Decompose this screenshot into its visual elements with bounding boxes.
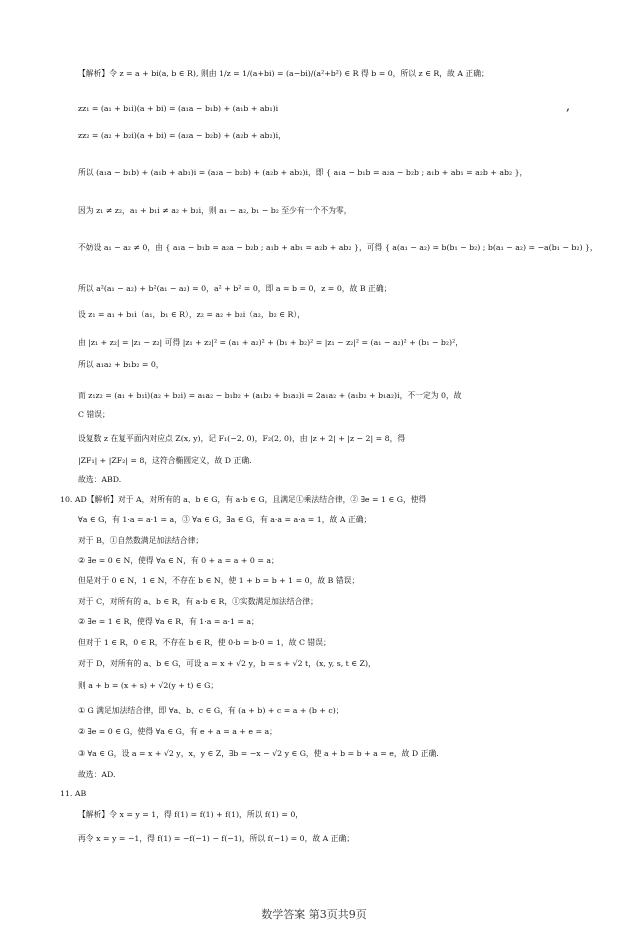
text-line: 所以 a²(a₁ − a₂) + b²(a₁ − a₂) = 0，a² + b² = 0，即 a = b = 0，z = 0，故 B 正确； xyxy=(78,284,392,293)
text-line: 所以 a₁a₂ + b₁b₂ = 0， xyxy=(78,360,164,369)
text-line: 故选：ABD. xyxy=(78,475,122,484)
text-line: ② ∃e = 1 ∈ R，使得 ∀a ∈ R，有 1·a = a·1 = a； xyxy=(78,617,259,626)
text-line: 因为 z₁ ≠ z₂，a₁ + b₁i ≠ a₂ + b₂i，则 a₁ − a₂, b₁ − b₂ 至少有一个不为零， xyxy=(78,206,352,215)
text-line: ∀a ∈ G，有 1·a = a·1 = a，③ ∀a ∈ G，∃a ∈ G，有 a·a = a·a = 1，故 A 正确； xyxy=(78,515,372,524)
page-footer: 数学答案 第3页共9页 xyxy=(261,908,367,921)
question-10-header: 10. AD【解析】对于 A，对所有的 a、b ∈ G，有 a·b ∈ G，且满足①乘法结合律，② ∃e = 1 ∈ G，使得 xyxy=(60,495,427,504)
text-line: 对于 D，对所有的 a、b ∈ G，可设 a = x + √2 y，b = s + √2 t，(x, y, s, t ∈ Z)， xyxy=(78,659,376,668)
text-line: ① G 满足加法结合律，即 ∀a、b、c ∈ G，有 (a + b) + c = a + (b + c)； xyxy=(78,706,344,715)
text-line: 故选：AD. xyxy=(78,770,116,779)
text-line: ② ∃e = 0 ∈ G，使得 ∀a ∈ G，有 e + a = a + e = a； xyxy=(78,727,277,736)
text-line: 由 |z₁ + z₂| = |z₁ − z₂| 可得 |z₁ + z₂|² = (a₁ + a₂)² + (b₁ + b₂)² = |z₁ − z₂|² = (a₁ − a₂)² + (b₁ − b₂)²， xyxy=(78,338,464,347)
text-line: 设 z₁ = a₁ + b₁i（a₁，b₁ ∈ R），z₂ = a₂ + b₂i（a₂，b₂ ∈ R）， xyxy=(78,310,306,319)
text-line: 不妨设 a₁ − a₂ ≠ 0，由 { a₁a − b₁b = a₂a − b₂b ; a₁b + ab₁ = a₂b + ab₂ }，可得 { a(a₁ − a₂) = b(b₁ − b₂) ; b(a₁ − a₂) = −a(b₁ − b₂) }， xyxy=(78,243,598,252)
text-line: 再令 x = y = −1，得 f(1) = −f(−1) − f(−1)，所以 f(−1) = 0，故 A 正确； xyxy=(78,834,355,843)
text-line: 设复数 z 在复平面内对应点 Z(x, y)，记 F₁(−2, 0)，F₂(2, 0)，由 |z + 2| + |z − 2| = 8，得 xyxy=(78,434,406,443)
text-line: 则 a + b = (x + s) + √2(y + t) ∈ G； xyxy=(78,681,219,690)
text-line: zz₁ = (a₁ + b₁i)(a + bi) = (a₁a − b₁b) + (a₁b + ab₁)i xyxy=(78,104,279,113)
text-line: 但对于 1 ∈ R，0 ∈ R，不存在 b ∈ R，使 0·b = b·0 = 1，故 C 错误； xyxy=(78,638,331,647)
text-line: ③ ∀a ∈ G，设 a = x + √2 y，x，y ∈ Z，∃b = −x − √2 y ∈ G，使 a + b = b + a = e，故 D 正确. xyxy=(78,749,439,758)
text-line: 对于 B，①自然数满足加法结合律； xyxy=(78,536,204,545)
text-line: 而 z₁z₂ = (a₁ + b₁i)(a₂ + b₂i) = a₁a₂ − b₁b₂ + (a₁b₂ + b₁a₂)i = 2a₁a₂ + (a₁b₂ + b₁a₂)i，不一定为 0，故 xyxy=(78,391,462,400)
question-11-header: 11. AB xyxy=(60,789,87,798)
text-line: C 错误； xyxy=(78,410,110,419)
text-line: 所以 (a₁a − b₁b) + (a₁b + ab₁)i = (a₂a − b₂b) + (a₂b + ab₂)i，即 { a₁a − b₁b = a₂a − b₂b ; a₁b + ab₁ = a₂b + ab₂ }， xyxy=(78,168,528,177)
text-line: ② ∃e = 0 ∈ N，使得 ∀a ∈ N，有 0 + a = a + 0 = a； xyxy=(78,556,279,565)
text-line: 但是对于 0 ∈ N，1 ∈ N，不存在 b ∈ N，使 1 + b = b + 1 = 0，故 B 错误； xyxy=(78,576,360,585)
text-line: zz₂ = (a₂ + b₂i)(a + bi) = (a₂a − b₂b) + (a₂b + ab₂)i， xyxy=(78,131,286,140)
text-line: 【解析】令 x = y = 1，得 f(1) = f(1) + f(1)，所以 f(1) = 0， xyxy=(78,810,304,819)
text-line: |ZF₁| + |ZF₂| = 8，这符合椭圆定义，故 D 正确. xyxy=(78,456,252,465)
text-line: 【解析】令 z = a + bi(a, b ∈ R), 则由 1/z = 1/(a+bi) = (a−bi)/(a²+b²) ∈ R 得 b = 0，所以 z ∈ R，故 A 正确； xyxy=(78,69,489,78)
text-line: 对于 C，对所有的 a、b ∈ R，有 a·b ∈ R，①实数满足加法结合律； xyxy=(78,597,318,606)
